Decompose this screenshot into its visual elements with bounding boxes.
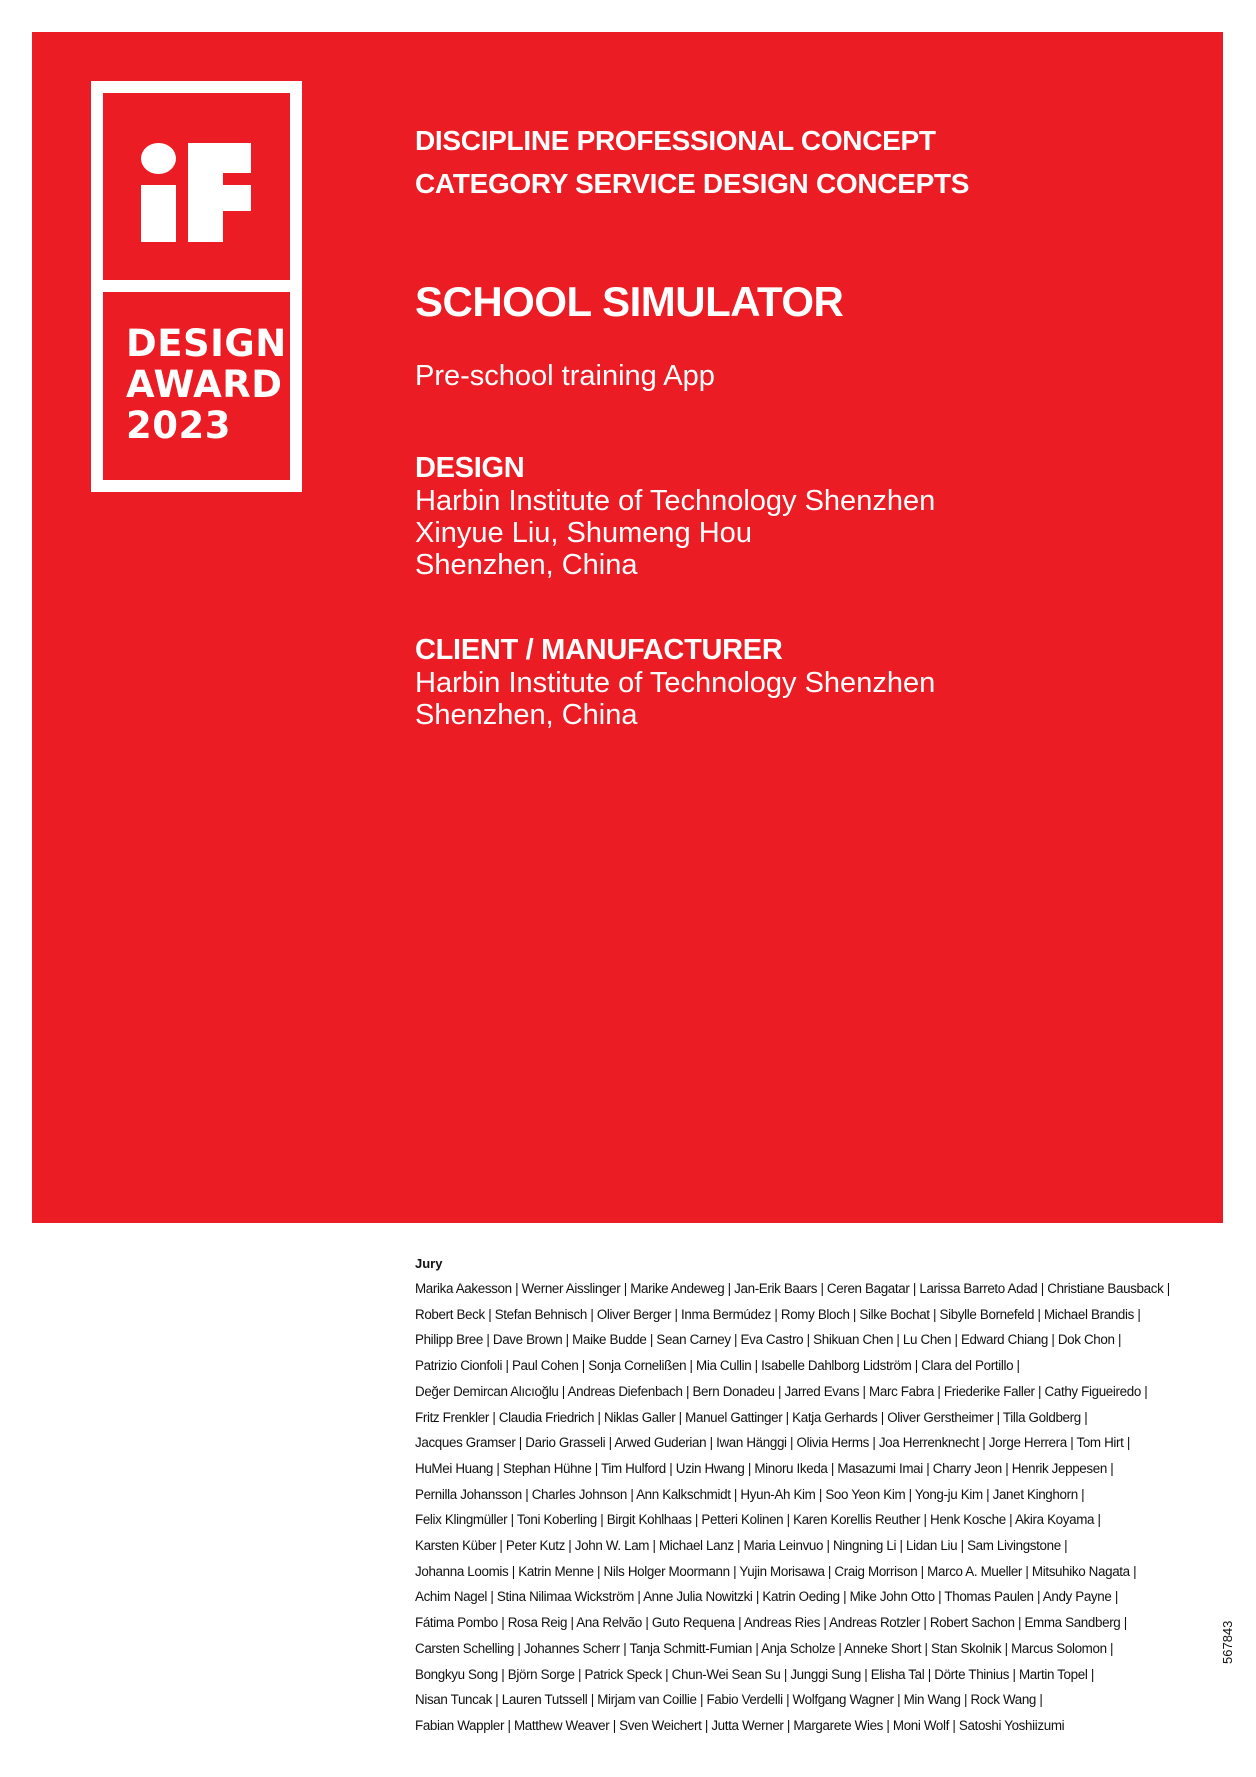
jury-line: Patrizio Cionfoli | Paul Cohen | Sonja Cornelißen | Mia Cullin | Isabelle Dahlborg Lidström | Clara del Portillo | xyxy=(415,1358,1020,1374)
jury-line: Bongkyu Song | Björn Sorge | Patrick Speck | Chun-Wei Sean Su | Junggi Sung | Elisha Tal | Dörte Thinius | Martin Topel | xyxy=(415,1666,1094,1682)
jury-line: Jacques Gramser | Dario Grasseli | Arwed Guderian | Iwan Hänggi | Olivia Herms | Joa Herrenknecht | Jorge Herrera | Tom Hirt | xyxy=(415,1435,1131,1451)
jury-line: Nisan Tuncak | Lauren Tutssell | Mirjam van Coillie | Fabio Verdelli | Wolfgang Wagner | Min Wang | Rock Wang | xyxy=(415,1692,1043,1708)
client-line: Harbin Institute of Technology Shenzhen xyxy=(415,667,936,699)
jury-line: Carsten Schelling | Johannes Scherr | Tanja Schmitt-Fumian | Anja Scholze | Anneke Short | Stan Skolnik | Marcus Solomon | xyxy=(415,1640,1114,1656)
logo-design-text: DESIGN xyxy=(126,322,287,365)
entry-title: SCHOOL SIMULATOR xyxy=(415,278,844,325)
design-line: Shenzhen, China xyxy=(415,549,638,581)
design-line: Xinyue Liu, Shumeng Hou xyxy=(415,517,752,549)
design-section xyxy=(415,451,935,581)
jury-line: Achim Nagel | Stina Nilimaa Wickström | Anne Julia Nowitzki | Katrin Oeding | Mike John Otto | Thomas Paulen | Andy Payne | xyxy=(415,1589,1118,1605)
discipline-label: DISCIPLINE PROFESSIONAL CONCEPT xyxy=(415,125,936,156)
jury-line: Robert Beck | Stefan Behnisch | Oliver Berger | Inma Bermúdez | Romy Bloch | Silke Bochat | Sibylle Bornefeld | Michael Brandis | xyxy=(415,1306,1141,1322)
jury-line: Fátima Pombo | Rosa Reig | Ana Relvão | Guto Requena | Andreas Ries | Andreas Rotzler | Robert Sachon | Emma Sandberg | xyxy=(415,1615,1127,1631)
design-line: Harbin Institute of Technology Shenzhen xyxy=(415,485,936,517)
client-line: Shenzhen, China xyxy=(415,699,638,731)
client-heading: CLIENT / MANUFACTURER xyxy=(415,634,783,666)
jury-line: Değer Demircan Alıcıoğlu | Andreas Diefenbach | Bern Donadeu | Jarred Evans | Marc Fabra | Friederike Faller | Cathy Figueiredo | xyxy=(415,1383,1148,1399)
if-logo-icon xyxy=(103,93,290,280)
jury-section xyxy=(415,1255,1223,1739)
jury-line: Karsten Küber | Peter Kutz | John W. Lam | Michael Lanz | Maria Leinvuo | Ningning Li | Lidan Liu | Sam Livingstone | xyxy=(415,1538,1068,1554)
jury-line: Johanna Loomis | Katrin Menne | Nils Holger Moormann | Yujin Morisawa | Craig Morrison | Marco A. Mueller | Mitsuhiko Nagata | xyxy=(415,1563,1137,1579)
jury-title: Jury xyxy=(415,1256,443,1271)
jury-line: Felix Klingmüller | Toni Koberling | Birgit Kohlhaas | Petteri Kolinen | Karen Korellis Reuther | Henk Kosche | Akira Koyama | xyxy=(415,1512,1101,1528)
jury-line: Philipp Bree | Dave Brown | Maike Budde | Sean Carney | Eva Castro | Shikuan Chen | Lu Chen | Edward Chiang | Dok Chon | xyxy=(415,1332,1122,1348)
jury-line: Pernilla Johansson | Charles Johnson | Ann Kalkschmidt | Hyun-Ah Kim | Soo Yeon Kim | Yong-ju Kim | Janet Kinghorn | xyxy=(415,1486,1085,1502)
if-design-award-logo xyxy=(91,81,302,492)
jury-line: Fritz Frenkler | Claudia Friedrich | Niklas Galler | Manuel Gattinger | Katja Gerhards | Oliver Gerstheimer | Tilla Goldberg | xyxy=(415,1409,1088,1425)
category-label: CATEGORY SERVICE DESIGN CONCEPTS xyxy=(415,168,970,199)
logo-award-panel xyxy=(103,292,290,480)
design-heading: DESIGN xyxy=(415,452,525,484)
logo-award-text: AWARD xyxy=(126,363,283,406)
client-section xyxy=(415,633,935,731)
logo-year-text: 2023 xyxy=(126,404,231,447)
jury-line: HuMei Huang | Stephan Hühne | Tim Hulford | Uzin Hwang | Minoru Ikeda | Masazumi Imai | Charry Jeon | Henrik Jeppesen | xyxy=(415,1460,1114,1476)
jury-line: Marika Aakesson | Werner Aisslinger | Marike Andeweg | Jan-Erik Baars | Ceren Bagatar | Larissa Barreto Adad | Christiane Bausback | xyxy=(415,1281,1170,1296)
jury-line: Fabian Wappler | Matthew Weaver | Sven Weichert | Jutta Werner | Margarete Wies | Moni Wolf | Satoshi Yoshiizumi xyxy=(415,1717,1065,1733)
award-header xyxy=(415,119,969,205)
entry-subtitle: Pre-school training App xyxy=(415,360,715,392)
document-id: 567843 xyxy=(1220,1620,1235,1664)
